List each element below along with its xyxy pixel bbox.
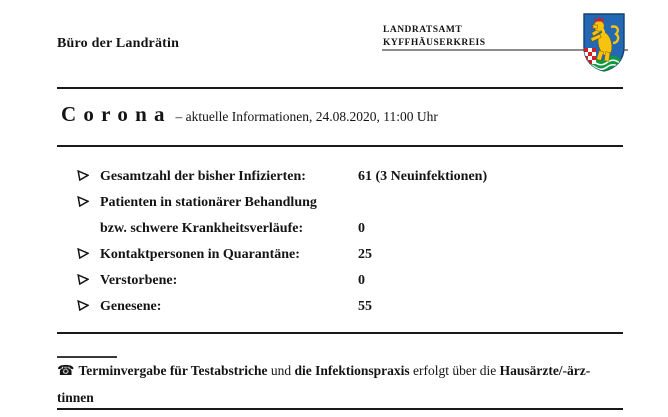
- bottom-rule: [57, 408, 623, 410]
- stat-row-hospitalized-line2: [57, 216, 647, 242]
- stat-value: 61 (3 Neuinfektionen): [358, 169, 488, 184]
- stat-row-total-infected: [57, 164, 647, 190]
- authority-line1: LANDRATSAMT: [383, 25, 463, 35]
- stat-label: bzw. schwere Krankheitsverläufe:: [100, 221, 304, 236]
- title-word: C o r o n a: [61, 102, 166, 126]
- stat-row-deceased: [57, 268, 647, 294]
- authority-line2: KYFFHÄUSERKREIS: [383, 37, 486, 48]
- office-title: Büro der Landrätin: [57, 36, 180, 51]
- stat-row-quarantine: [57, 242, 647, 268]
- stat-label: Genesene:: [100, 299, 162, 314]
- stat-label: Patienten in stationärer Behandlung: [100, 195, 317, 210]
- footnote-segment: erfolgt über die: [412, 363, 500, 378]
- footnote-line2: tinnen: [57, 390, 94, 405]
- stat-label: Verstorbene:: [100, 273, 178, 288]
- footnote-line1: [57, 363, 590, 379]
- footnote-separator: [57, 356, 117, 358]
- document-title: [61, 102, 438, 127]
- authority-name: [383, 24, 486, 49]
- crest-checks: [584, 48, 596, 64]
- crest-tongue: [591, 26, 593, 27]
- stat-value: 0: [358, 221, 365, 236]
- stats-list: [57, 164, 647, 320]
- title-rule: [57, 145, 623, 147]
- footnote-segment: und: [270, 363, 295, 378]
- header-rule: [57, 87, 623, 89]
- arrow-bullet-icon: [57, 242, 100, 268]
- title-subtitle: – aktuelle Informationen, 24.08.2020, 11:00 Uhr: [175, 109, 438, 124]
- stat-value: 55: [358, 299, 372, 314]
- stat-label: Gesamtzahl der bisher Infizierten:: [100, 169, 306, 184]
- footnote-segment: Hausärzte/-ärz-: [499, 363, 591, 378]
- stat-label: Kontaktpersonen in Quarantäne:: [100, 247, 300, 262]
- arrow-bullet-icon: [57, 190, 100, 216]
- footnote-segment: die Infektionspraxis: [294, 363, 413, 378]
- stat-value: 25: [358, 247, 372, 262]
- stat-row-recovered: [57, 294, 647, 320]
- footnote-segment: Terminvergabe für Testabstriche: [78, 363, 271, 378]
- arrow-bullet-icon: [57, 268, 100, 294]
- arrow-bullet-icon: [57, 164, 100, 190]
- arrow-bullet-icon: [57, 294, 100, 320]
- stat-value: [358, 190, 647, 216]
- telephone-icon: ☎: [57, 363, 75, 379]
- stat-row-hospitalized-line1: [57, 190, 647, 216]
- mid-rule: [57, 332, 623, 334]
- stat-value: 0: [358, 273, 365, 288]
- coat-of-arms-icon: [583, 13, 625, 72]
